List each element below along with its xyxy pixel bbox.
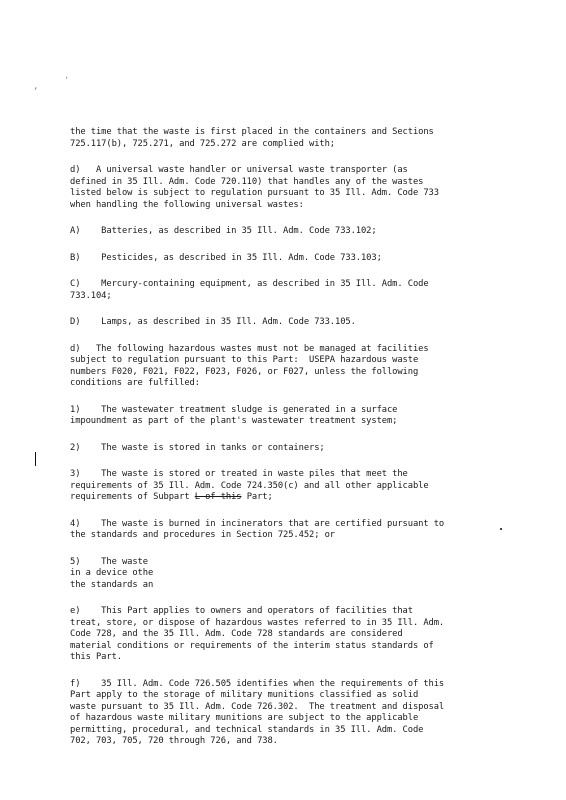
text-line: 702, 703, 705, 720 through 726, and 738. [70, 736, 278, 746]
text-line: B) Pesticides, as described in 35 Ill. Adm. Code 733.103; [70, 252, 382, 263]
text-line: impoundment as part of the plant's wastewater treatment system; [70, 416, 398, 426]
text-line: requirements of 35 Ill. Adm. Code 724.350(c) and all other applicable [70, 480, 429, 491]
text-line: subject to regulation pursuant to this Part: USEPA hazardous waste [70, 355, 419, 365]
scan-mark: ' [64, 76, 70, 86]
text-line: 4) The waste is burned in incinerators that are certified pursuant to [70, 518, 445, 529]
text-line: 733.104; [70, 290, 112, 301]
paragraph-d-B [70, 253, 500, 265]
paragraph-e-1 [70, 405, 500, 428]
text-line: D) Lamps, as described in 35 Ill. Adm. Code 733.105. [70, 317, 356, 327]
text-line: d) A universal waste handler or universal waste transporter (as [70, 165, 408, 175]
text-line: this Part. [70, 652, 122, 662]
text-line: conditions are fulfilled: [70, 378, 200, 388]
text-line: 1) The wastewater treatment sludge is generated in a surface [70, 404, 398, 415]
text-line: the standards and procedures in Section 725.452; or [70, 530, 336, 540]
text-line: 3) The waste is stored or treated in waste piles that meet the [70, 469, 408, 479]
text-line: the time that the waste is first placed in the containers and Sections [70, 127, 434, 137]
paragraph-f [70, 606, 500, 664]
scan-mark: , [33, 82, 39, 92]
text-line: 5) The waste [70, 556, 148, 567]
paragraph-d-D [70, 317, 500, 329]
text-line: C) Mercury-containing equipment, as described in 35 Ill. Adm. Code [70, 279, 429, 289]
text-line: of hazardous waste military munitions are subject to the applicable [70, 713, 419, 723]
text-line: f) 35 Ill. Adm. Code 726.505 identifies when the requirements of this [70, 678, 445, 689]
tail-text: Part; [241, 492, 273, 502]
paragraph-e-5 [70, 557, 500, 592]
paragraph-e [70, 344, 500, 390]
struck-text: L of this [194, 492, 242, 502]
revision-bar [35, 452, 36, 466]
text-line: d) The following hazardous wastes must not be managed at facilities [70, 343, 429, 354]
text-line: the standards an [70, 579, 154, 590]
text-line: A) Batteries, as described in 35 Ill. Adm. Code 733.102; [70, 226, 377, 236]
text-line: numbers F020, F021, F022, F023, F026, or F027, unless the following [70, 366, 419, 377]
text-line: when handling the following universal wastes: [70, 199, 304, 210]
text-line: listed below is subject to regulation pursuant to 35 Ill. Adm. Code 733 [70, 188, 439, 198]
text-line: Part apply to the storage of military munitions classified as solid [70, 690, 419, 700]
paragraph-g [70, 679, 500, 748]
document-body [70, 127, 500, 763]
text-line: treat, store, or dispose of hazardous wastes referred to in 35 Ill. Adm. [70, 617, 445, 628]
scan-speck [500, 528, 502, 530]
paragraph-d [70, 165, 500, 211]
text-line: waste pursuant to 35 Ill. Adm. Code 726.302. The treatment and disposal [70, 701, 445, 712]
paragraph-e-2 [70, 443, 500, 455]
text-line: material conditions or requirements of the interim status standards of [70, 640, 434, 651]
text-line: requirements of Subpart L of this Part; [70, 492, 273, 502]
paragraph-d-A [70, 226, 500, 238]
paragraph-cont [70, 127, 500, 150]
paragraph-d-C [70, 279, 500, 302]
text-line: permitting, procedural, and technical standards in 35 Ill. Adm. Code [70, 724, 424, 735]
text-line: 725.117(b), 725.271, and 725.272 are complied with; [70, 138, 336, 149]
text-line: e) This Part applies to owners and operators of facilities that [70, 606, 413, 616]
paragraph-e-4 [70, 519, 500, 542]
text-line: in a device othe [70, 568, 154, 578]
paragraph-e-3 [70, 469, 500, 504]
text-line: 2) The waste is stored in tanks or containers; [70, 442, 325, 453]
text-line: Code 728, and the 35 Ill. Adm. Code 728 standards are considered [70, 629, 403, 639]
text-line: defined in 35 Ill. Adm. Code 720.110) that handles any of the wastes [70, 176, 424, 187]
